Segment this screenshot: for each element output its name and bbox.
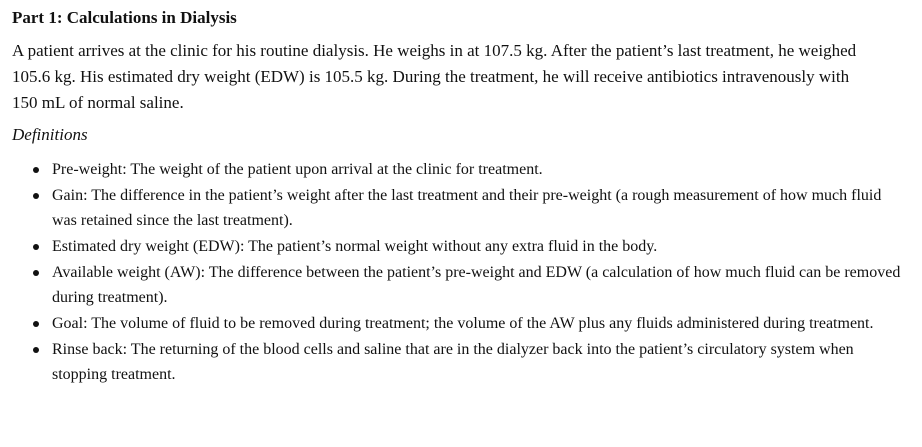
definition-item-edw	[12, 234, 910, 259]
definition-text: Pre-weight: The weight of the patient upon arrival at the clinic for treatment.	[52, 161, 543, 178]
definition-item-pre-weight	[12, 157, 910, 182]
bullet-icon	[33, 270, 39, 276]
definition-text: Available weight (AW): The difference between the patient’s pre-weight and EDW (a calculation of how much fluid can be removed during treatment).	[52, 264, 901, 306]
bullet-icon	[33, 167, 39, 173]
definition-item-gain	[12, 183, 910, 233]
definition-text: Gain: The difference in the patient’s weight after the last treatment and their pre-weight (a rough measurement of how much fluid was retained since the last treatment).	[52, 187, 882, 229]
definition-item-rinse-back	[12, 337, 910, 387]
bullet-icon	[33, 244, 39, 250]
definition-item-available-weight	[12, 260, 910, 310]
definition-text: Estimated dry weight (EDW): The patient’s normal weight without any extra fluid in the body.	[52, 238, 658, 255]
intro-paragraph: A patient arrives at the clinic for his routine dialysis. He weighs in at 107.5 kg. After the patient’s last treatment, he weighed 105.6 kg. His estimated dry weight (EDW) is 105.5 kg. During the treatment, he will receive antibiotics intravenously with 150 mL of normal saline.	[12, 41, 857, 112]
section-title: Part 1: Calculations in Dialysis	[12, 8, 237, 27]
bullet-icon	[33, 193, 39, 199]
definitions-list	[12, 157, 910, 387]
bullet-icon	[33, 321, 39, 327]
definition-text: Goal: The volume of fluid to be removed during treatment; the volume of the AW plus any fluids administered during treatment.	[52, 315, 874, 332]
definition-text: Rinse back: The returning of the blood cells and saline that are in the dialyzer back into the patient’s circulatory system when stopping treatment.	[52, 341, 854, 383]
definition-item-goal	[12, 311, 910, 336]
bullet-icon	[33, 347, 39, 353]
definitions-heading: Definitions	[12, 125, 88, 144]
